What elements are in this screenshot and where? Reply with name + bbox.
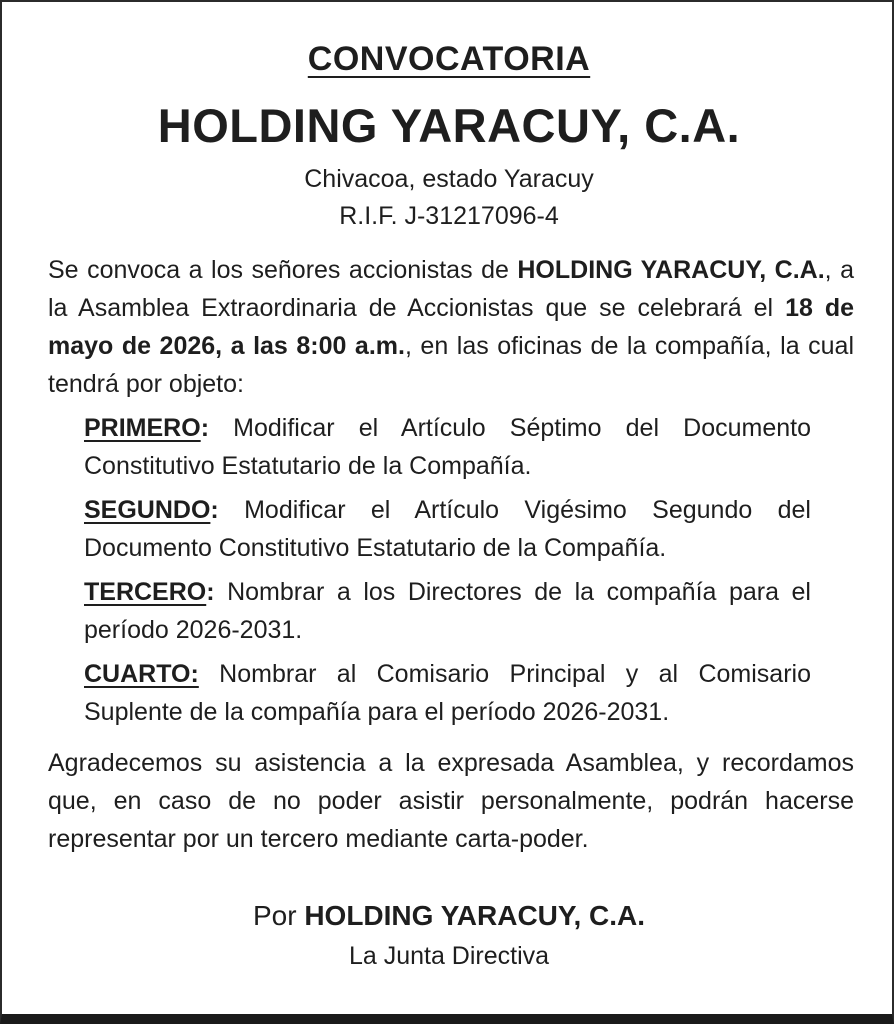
meeting-date: 18 de mayo de 2026, a las 8:00 a.m. [48,294,854,360]
agenda-item-text: Modificar el Artículo Séptimo del Documento Constitutivo Estatutario de la Compañía. [84,414,811,480]
notice-title: CONVOCATORIA [307,40,591,78]
signature-company: HOLDING YARACUY, C.A. [304,900,646,931]
agenda-item-text: Modificar el Artículo Vigésimo Segundo del Documento Constitutivo Estatutario de la Compañía. [84,496,811,562]
company-location: Chivacoa, estado Yaracuy [304,165,594,193]
agenda-item [84,409,811,485]
intro-company-name: HOLDING YARACUY, C.A. [517,256,825,284]
agenda-item-label: CUARTO: [84,660,199,688]
agenda-item [84,573,811,649]
agenda-item-separator: : [200,414,210,442]
agenda-item-label: SEGUNDO [84,496,211,524]
agenda-item-text: Nombrar a los Directores de la compañía para el período 2026-2031. [84,578,811,644]
intro-paragraph [48,251,854,403]
intro-text-3: , en las oficinas de la compañía, la cual tendrá por objeto: [48,332,854,398]
agenda-item [84,655,811,731]
closing-paragraph: Agradecemos su asistencia a la expresada Asamblea, y recordamos que, en caso de no poder asistir personalmente, podrán hacerse representar por un tercero mediante carta-poder. [48,749,854,853]
agenda-item-text: Nombrar al Comisario Principal y al Comisario Suplente de la compañía para el período 2026-2031. [84,660,811,726]
company-rif: R.I.F. J-31217096-4 [339,202,559,230]
agenda-item-label: PRIMERO [84,414,201,442]
agenda-item-label: TERCERO [84,578,207,606]
agenda-item-separator: : [210,496,219,524]
signature-prefix: Por [252,900,305,931]
agenda-item [84,491,811,567]
agenda-item-separator: : [206,578,215,606]
signature-line [2,900,894,932]
board-signature: La Junta Directiva [348,942,550,970]
company-name: HOLDING YARACUY, C.A. [157,99,741,152]
agenda-list [84,409,811,737]
intro-text-2: , a la Asamblea Extraordinaria de Accionistas que se celebrará el [48,256,855,322]
intro-text-1: Se convoca a los señores accionistas de [48,256,518,284]
